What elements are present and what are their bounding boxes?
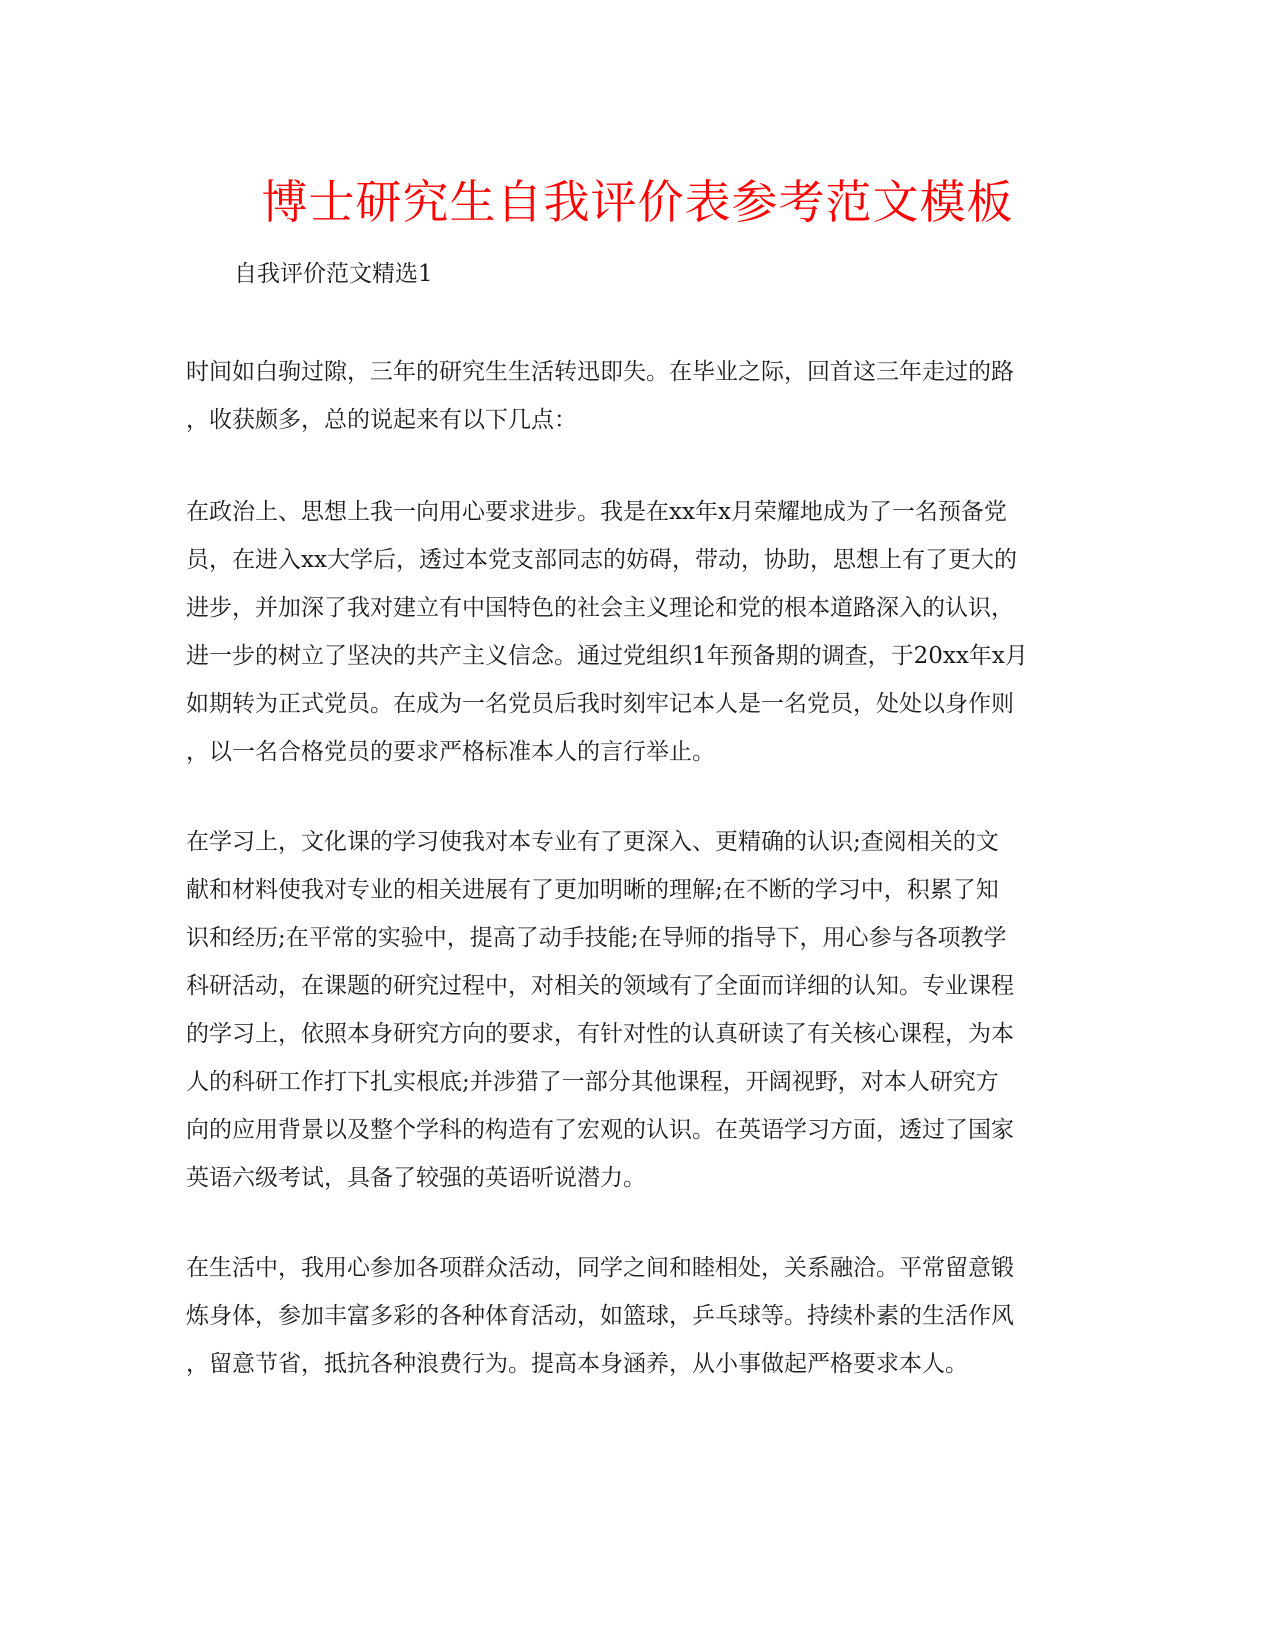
paragraph-line: ，留意节省，抵抗各种浪费行为。提高本身涵养，从小事做起严格要求本人。 [186,1351,968,1377]
paragraph-line: 科研活动，在课题的研究过程中，对相关的领域有了全面而详细的认知。专业课程 [186,973,1014,999]
paragraph-line: 的学习上，依照本身研究方向的要求，有针对性的认真研读了有关核心课程，为本 [186,1021,1014,1047]
paragraph-2 [186,488,1086,776]
paragraph-line: 进步，并加深了我对建立有中国特色的社会主义理论和党的根本道路深入的认识， [186,595,1014,621]
paragraph-line: 在生活中，我用心参加各项群众活动，同学之间和睦相处，关系融洽。平常留意锻 [186,1255,1014,1281]
paragraph-line: 英语六级考试，具备了较强的英语听说潜力。 [186,1165,646,1191]
paragraph-4 [186,1244,1086,1388]
paragraph-1 [186,348,1086,444]
document-subtitle: 自我评价范文精选1 [234,261,433,287]
paragraph-line: 如期转为正式党员。在成为一名党员后我时刻牢记本人是一名党员，处处以身作则 [186,691,1014,717]
paragraph-line: 献和材料使我对专业的相关进展有了更加明晰的理解;在不断的学习中，积累了知 [186,877,999,903]
paragraph-line: 进一步的树立了坚决的共产主义信念。通过党组织1年预备期的调查，于20xx年x月 [186,643,1028,669]
paragraph-line: ，以一名合格党员的要求严格标准本人的言行举止。 [186,739,715,765]
paragraph-line: 向的应用背景以及整个学科的构造有了宏观的认识。在英语学习方面，透过了国家 [186,1117,1014,1143]
document-title: 博士研究生自我评价表参考范文模板 [261,175,1014,229]
paragraph-line: ，收获颇多，总的说起来有以下几点： [186,407,577,433]
paragraph-line: 员，在进入xx大学后，透过本党支部同志的妨碍，带动，协助，思想上有了更大的 [186,547,1017,573]
paragraph-line: 人的科研工作打下扎实根底;并涉猎了一部分其他课程，开阔视野，对本人研究方 [186,1069,999,1095]
paragraph-line: 识和经历;在平常的实验中，提高了动手技能;在导师的指导下，用心参与各项教学 [186,925,1007,951]
paragraph-line: 时间如白驹过隙，三年的研究生生活转迅即失。在毕业之际，回首这三年走过的路 [186,359,1014,385]
paragraph-line: 炼身体，参加丰富多彩的各种体育活动，如篮球，乒乓球等。持续朴素的生活作风 [186,1303,1014,1329]
paragraph-3 [186,818,1086,1202]
paragraph-line: 在学习上，文化课的学习使我对本专业有了更深入、更精确的认识;查阅相关的文 [186,829,999,855]
paragraph-line: 在政治上、思想上我一向用心要求进步。我是在xx年x月荣耀地成为了一名预备党 [186,499,1007,525]
